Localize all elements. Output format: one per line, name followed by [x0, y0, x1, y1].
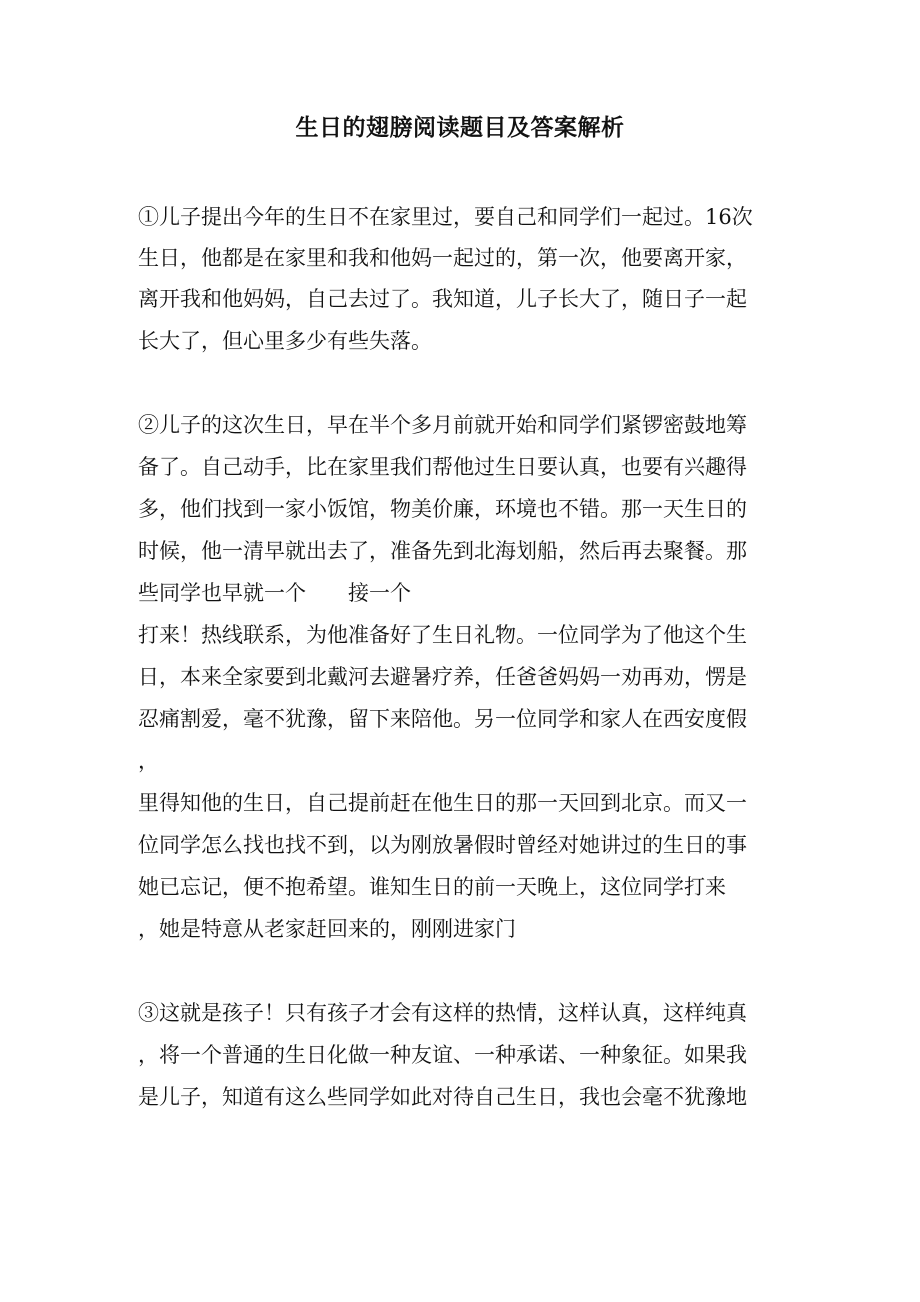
paragraph-line: 是儿子，知道有这么些同学如此对待自己生日，我也会毫不犹豫地 — [138, 1085, 747, 1109]
document-title: 生日的翅膀阅读题目及答案解析 — [295, 114, 625, 141]
paragraph-line: ， — [138, 749, 159, 773]
paragraph-line: ，将一个普通的生日化做一种友谊、一种承诺、一种象征。如果我 — [138, 1043, 747, 1067]
paragraph-line: 生日，他都是在家里和我和他妈一起过的，第一次，他要离开家， — [138, 246, 747, 270]
paragraph-line: ③这就是孩子！只有孩子才会有这样的热情，这样认真，这样纯真 — [138, 1001, 747, 1025]
paragraph-line: 里得知他的生日，自己提前赶在他生日的那一天回到北京。而又一 — [138, 791, 747, 815]
paragraph-line: ②儿子的这次生日，早在半个多月前就开始和同学们紧锣密鼓地筹 — [138, 413, 747, 437]
paragraph-line: 位同学怎么找也找不到，以为刚放暑假时曾经对她讲过的生日的事 — [138, 833, 747, 857]
paragraph-line: 忍痛割爱，毫不犹豫，留下来陪他。另一位同学和家人在西安度假 — [138, 707, 747, 731]
paragraph-line: 多，他们找到一家小饭馆，物美价廉，环境也不错。那一天生日的 — [138, 497, 747, 521]
paragraph-line: 时候，他一清早就出去了，准备先到北海划船，然后再去聚餐。那 — [138, 539, 747, 563]
paragraph-line: 日，本来全家要到北戴河去避暑疗养，任爸爸妈妈一劝再劝，愣是 — [138, 665, 747, 689]
paragraph-line: 些同学也早就一个 接一个 — [138, 581, 411, 605]
paragraph-line: 她已忘记，便不抱希望。谁知生日的前一天晚上，这位同学打来 — [138, 875, 726, 899]
paragraph-line: 离开我和他妈妈，自己去过了。我知道，儿子长大了，随日子一起 — [138, 287, 747, 311]
paragraph-line: ，她是特意从老家赶回来的，刚刚进家门 — [138, 917, 516, 941]
paragraph-line: ①儿子提出今年的生日不在家里过，要自己和同学们一起过。16次 — [138, 205, 753, 229]
paragraph-line: 打来！热线联系，为他准备好了生日礼物。一位同学为了他这个生 — [138, 623, 747, 647]
paragraph-line: 长大了，但心里多少有些失落。 — [138, 329, 432, 353]
paragraph-line: 备了。自己动手，比在家里我们帮他过生日要认真，也要有兴趣得 — [138, 455, 747, 479]
